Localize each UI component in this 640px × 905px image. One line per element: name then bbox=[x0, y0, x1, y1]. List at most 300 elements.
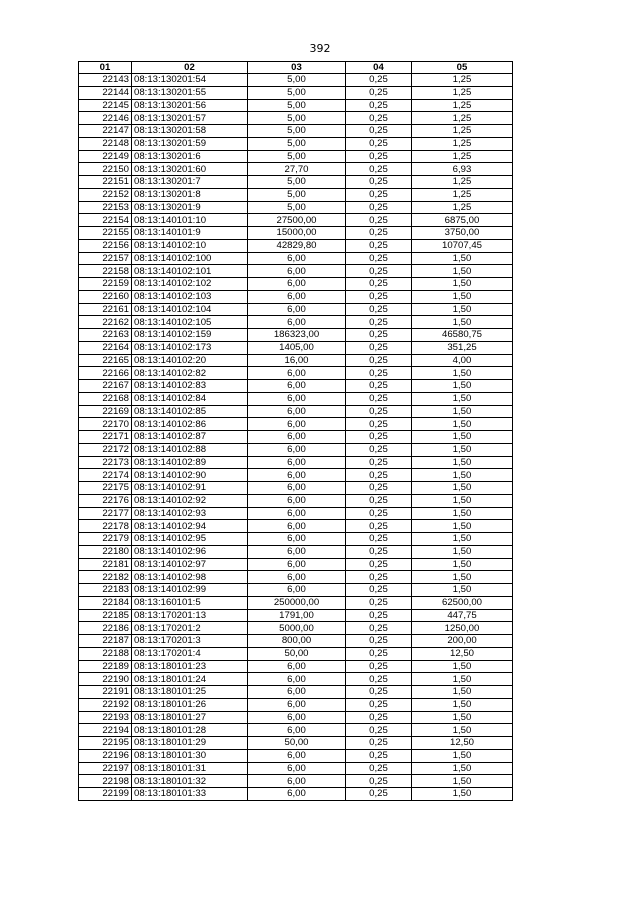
row-number-cell: 22169 bbox=[79, 405, 132, 418]
row-number-cell: 22151 bbox=[79, 176, 132, 189]
row-number-cell: 22184 bbox=[79, 596, 132, 609]
table-row bbox=[79, 418, 513, 431]
value-05-cell: 12,50 bbox=[412, 647, 513, 660]
table-row bbox=[79, 405, 513, 418]
cadastral-number-cell: 08:13:180101:33 bbox=[132, 788, 248, 801]
value-05-cell: 1,25 bbox=[412, 99, 513, 112]
value-05-cell: 1,25 bbox=[412, 188, 513, 201]
row-number-cell: 22191 bbox=[79, 686, 132, 699]
value-04-cell: 0,25 bbox=[346, 367, 412, 380]
table-row bbox=[79, 711, 513, 724]
value-04-cell: 0,25 bbox=[346, 303, 412, 316]
value-03-cell: 5,00 bbox=[248, 176, 346, 189]
row-number-cell: 22166 bbox=[79, 367, 132, 380]
cadastral-number-cell: 08:13:180101:27 bbox=[132, 711, 248, 724]
cadastral-number-cell: 08:13:140102:96 bbox=[132, 545, 248, 558]
value-05-cell: 1,50 bbox=[412, 749, 513, 762]
cadastral-number-cell: 08:13:140102:84 bbox=[132, 392, 248, 405]
value-05-cell: 1,50 bbox=[412, 507, 513, 520]
value-03-cell: 5,00 bbox=[248, 150, 346, 163]
row-number-cell: 22149 bbox=[79, 150, 132, 163]
row-number-cell: 22144 bbox=[79, 86, 132, 99]
value-04-cell: 0,25 bbox=[346, 201, 412, 214]
row-number-cell: 22195 bbox=[79, 737, 132, 750]
column-header-05: 05 bbox=[412, 62, 513, 74]
value-03-cell: 50,00 bbox=[248, 647, 346, 660]
table-row bbox=[79, 112, 513, 125]
row-number-cell: 22162 bbox=[79, 316, 132, 329]
value-04-cell: 0,25 bbox=[346, 762, 412, 775]
table-row bbox=[79, 520, 513, 533]
value-04-cell: 0,25 bbox=[346, 265, 412, 278]
cadastral-number-cell: 08:13:140102:103 bbox=[132, 290, 248, 303]
cadastral-number-cell: 08:13:180101:25 bbox=[132, 686, 248, 699]
value-04-cell: 0,25 bbox=[346, 494, 412, 507]
cadastral-number-cell: 08:13:180101:31 bbox=[132, 762, 248, 775]
value-04-cell: 0,25 bbox=[346, 329, 412, 342]
value-03-cell: 42829,80 bbox=[248, 239, 346, 252]
value-04-cell: 0,25 bbox=[346, 278, 412, 291]
value-04-cell: 0,25 bbox=[346, 635, 412, 648]
cadastral-number-cell: 08:13:180101:29 bbox=[132, 737, 248, 750]
cadastral-number-cell: 08:13:140102:83 bbox=[132, 380, 248, 393]
value-05-cell: 1250,00 bbox=[412, 622, 513, 635]
cadastral-number-cell: 08:13:130201:57 bbox=[132, 112, 248, 125]
cadastral-number-cell: 08:13:170201:3 bbox=[132, 635, 248, 648]
row-number-cell: 22154 bbox=[79, 214, 132, 227]
value-04-cell: 0,25 bbox=[346, 596, 412, 609]
value-04-cell: 0,25 bbox=[346, 724, 412, 737]
cadastral-number-cell: 08:13:140102:101 bbox=[132, 265, 248, 278]
value-03-cell: 6,00 bbox=[248, 443, 346, 456]
row-number-cell: 22160 bbox=[79, 290, 132, 303]
data-table bbox=[78, 61, 513, 801]
value-03-cell: 27500,00 bbox=[248, 214, 346, 227]
value-04-cell: 0,25 bbox=[346, 571, 412, 584]
row-number-cell: 22179 bbox=[79, 533, 132, 546]
value-05-cell: 1,50 bbox=[412, 380, 513, 393]
table-row bbox=[79, 252, 513, 265]
value-04-cell: 0,25 bbox=[346, 749, 412, 762]
value-03-cell: 6,00 bbox=[248, 482, 346, 495]
table-row bbox=[79, 329, 513, 342]
value-05-cell: 62500,00 bbox=[412, 596, 513, 609]
value-05-cell: 6,93 bbox=[412, 163, 513, 176]
row-number-cell: 22168 bbox=[79, 392, 132, 405]
cadastral-number-cell: 08:13:130201:8 bbox=[132, 188, 248, 201]
value-05-cell: 1,50 bbox=[412, 303, 513, 316]
value-05-cell: 1,50 bbox=[412, 482, 513, 495]
cadastral-number-cell: 08:13:140102:10 bbox=[132, 239, 248, 252]
value-03-cell: 6,00 bbox=[248, 686, 346, 699]
column-header-03: 03 bbox=[248, 62, 346, 74]
row-number-cell: 22152 bbox=[79, 188, 132, 201]
value-05-cell: 1,50 bbox=[412, 673, 513, 686]
value-04-cell: 0,25 bbox=[346, 354, 412, 367]
value-04-cell: 0,25 bbox=[346, 507, 412, 520]
row-number-cell: 22194 bbox=[79, 724, 132, 737]
table-row bbox=[79, 290, 513, 303]
value-04-cell: 0,25 bbox=[346, 545, 412, 558]
value-04-cell: 0,25 bbox=[346, 698, 412, 711]
value-03-cell: 5,00 bbox=[248, 137, 346, 150]
table-row bbox=[79, 214, 513, 227]
value-05-cell: 1,25 bbox=[412, 112, 513, 125]
row-number-cell: 22177 bbox=[79, 507, 132, 520]
row-number-cell: 22187 bbox=[79, 635, 132, 648]
table-row bbox=[79, 469, 513, 482]
row-number-cell: 22180 bbox=[79, 545, 132, 558]
cadastral-number-cell: 08:13:180101:28 bbox=[132, 724, 248, 737]
value-04-cell: 0,25 bbox=[346, 176, 412, 189]
value-04-cell: 0,25 bbox=[346, 163, 412, 176]
cadastral-number-cell: 08:13:140102:85 bbox=[132, 405, 248, 418]
cadastral-number-cell: 08:13:140102:99 bbox=[132, 584, 248, 597]
cadastral-number-cell: 08:13:130201:7 bbox=[132, 176, 248, 189]
value-04-cell: 0,25 bbox=[346, 558, 412, 571]
cadastral-number-cell: 08:13:140101:10 bbox=[132, 214, 248, 227]
row-number-cell: 22196 bbox=[79, 749, 132, 762]
value-05-cell: 1,50 bbox=[412, 545, 513, 558]
value-03-cell: 5,00 bbox=[248, 125, 346, 138]
row-number-cell: 22146 bbox=[79, 112, 132, 125]
value-04-cell: 0,25 bbox=[346, 392, 412, 405]
value-03-cell: 6,00 bbox=[248, 545, 346, 558]
page-number: 392 bbox=[309, 42, 331, 55]
value-05-cell: 1,50 bbox=[412, 316, 513, 329]
value-04-cell: 0,25 bbox=[346, 290, 412, 303]
cadastral-number-cell: 08:13:140102:20 bbox=[132, 354, 248, 367]
value-03-cell: 6,00 bbox=[248, 698, 346, 711]
table-row bbox=[79, 239, 513, 252]
value-05-cell: 1,50 bbox=[412, 278, 513, 291]
cadastral-number-cell: 08:13:140102:91 bbox=[132, 482, 248, 495]
table-row bbox=[79, 431, 513, 444]
table-row bbox=[79, 660, 513, 673]
value-05-cell: 1,50 bbox=[412, 252, 513, 265]
value-04-cell: 0,25 bbox=[346, 316, 412, 329]
table-row bbox=[79, 125, 513, 138]
cadastral-number-cell: 08:13:130201:56 bbox=[132, 99, 248, 112]
row-number-cell: 22197 bbox=[79, 762, 132, 775]
cadastral-number-cell: 08:13:160101:5 bbox=[132, 596, 248, 609]
value-03-cell: 5000,00 bbox=[248, 622, 346, 635]
value-03-cell: 50,00 bbox=[248, 737, 346, 750]
table-row bbox=[79, 227, 513, 240]
value-04-cell: 0,25 bbox=[346, 711, 412, 724]
table-row bbox=[79, 596, 513, 609]
cadastral-number-cell: 08:13:140102:87 bbox=[132, 431, 248, 444]
value-03-cell: 6,00 bbox=[248, 380, 346, 393]
row-number-cell: 22173 bbox=[79, 456, 132, 469]
table-row bbox=[79, 673, 513, 686]
value-05-cell: 1,25 bbox=[412, 137, 513, 150]
value-03-cell: 6,00 bbox=[248, 571, 346, 584]
value-04-cell: 0,25 bbox=[346, 137, 412, 150]
column-header-04: 04 bbox=[346, 62, 412, 74]
row-number-cell: 22183 bbox=[79, 584, 132, 597]
value-04-cell: 0,25 bbox=[346, 405, 412, 418]
value-05-cell: 1,50 bbox=[412, 520, 513, 533]
value-04-cell: 0,25 bbox=[346, 252, 412, 265]
value-05-cell: 1,50 bbox=[412, 558, 513, 571]
cadastral-number-cell: 08:13:130201:59 bbox=[132, 137, 248, 150]
table-row bbox=[79, 86, 513, 99]
value-04-cell: 0,25 bbox=[346, 788, 412, 801]
value-04-cell: 0,25 bbox=[346, 673, 412, 686]
value-03-cell: 6,00 bbox=[248, 469, 346, 482]
table-row bbox=[79, 74, 513, 87]
cadastral-number-cell: 08:13:140102:159 bbox=[132, 329, 248, 342]
value-05-cell: 1,50 bbox=[412, 290, 513, 303]
table-row bbox=[79, 647, 513, 660]
value-05-cell: 46580,75 bbox=[412, 329, 513, 342]
value-05-cell: 6875,00 bbox=[412, 214, 513, 227]
value-04-cell: 0,25 bbox=[346, 341, 412, 354]
value-05-cell: 1,50 bbox=[412, 660, 513, 673]
value-04-cell: 0,25 bbox=[346, 686, 412, 699]
value-05-cell: 1,50 bbox=[412, 392, 513, 405]
value-05-cell: 1,50 bbox=[412, 788, 513, 801]
value-03-cell: 6,00 bbox=[248, 762, 346, 775]
value-05-cell: 200,00 bbox=[412, 635, 513, 648]
value-03-cell: 6,00 bbox=[248, 303, 346, 316]
value-03-cell: 27,70 bbox=[248, 163, 346, 176]
row-number-cell: 22181 bbox=[79, 558, 132, 571]
value-04-cell: 0,25 bbox=[346, 86, 412, 99]
cadastral-number-cell: 08:13:140102:86 bbox=[132, 418, 248, 431]
value-03-cell: 5,00 bbox=[248, 112, 346, 125]
value-05-cell: 1,50 bbox=[412, 584, 513, 597]
value-03-cell: 6,00 bbox=[248, 456, 346, 469]
value-03-cell: 1791,00 bbox=[248, 609, 346, 622]
value-03-cell: 6,00 bbox=[248, 520, 346, 533]
column-header-02: 02 bbox=[132, 62, 248, 74]
value-05-cell: 1,50 bbox=[412, 686, 513, 699]
value-05-cell: 1,50 bbox=[412, 571, 513, 584]
value-05-cell: 1,50 bbox=[412, 762, 513, 775]
value-05-cell: 1,25 bbox=[412, 125, 513, 138]
value-03-cell: 6,00 bbox=[248, 660, 346, 673]
table-row bbox=[79, 341, 513, 354]
cadastral-number-cell: 08:13:180101:26 bbox=[132, 698, 248, 711]
value-05-cell: 1,50 bbox=[412, 367, 513, 380]
value-03-cell: 6,00 bbox=[248, 265, 346, 278]
table-row bbox=[79, 201, 513, 214]
value-04-cell: 0,25 bbox=[346, 188, 412, 201]
row-number-cell: 22172 bbox=[79, 443, 132, 456]
row-number-cell: 22150 bbox=[79, 163, 132, 176]
table-row bbox=[79, 584, 513, 597]
value-04-cell: 0,25 bbox=[346, 380, 412, 393]
value-04-cell: 0,25 bbox=[346, 647, 412, 660]
row-number-cell: 22155 bbox=[79, 227, 132, 240]
value-05-cell: 3750,00 bbox=[412, 227, 513, 240]
value-04-cell: 0,25 bbox=[346, 609, 412, 622]
table-row bbox=[79, 380, 513, 393]
value-04-cell: 0,25 bbox=[346, 482, 412, 495]
value-04-cell: 0,25 bbox=[346, 469, 412, 482]
row-number-cell: 22174 bbox=[79, 469, 132, 482]
row-number-cell: 22190 bbox=[79, 673, 132, 686]
value-03-cell: 15000,00 bbox=[248, 227, 346, 240]
row-number-cell: 22178 bbox=[79, 520, 132, 533]
row-number-cell: 22143 bbox=[79, 74, 132, 87]
row-number-cell: 22167 bbox=[79, 380, 132, 393]
value-04-cell: 0,25 bbox=[346, 112, 412, 125]
cadastral-number-cell: 08:13:140102:88 bbox=[132, 443, 248, 456]
value-03-cell: 800,00 bbox=[248, 635, 346, 648]
row-number-cell: 22189 bbox=[79, 660, 132, 673]
cadastral-number-cell: 08:13:140102:100 bbox=[132, 252, 248, 265]
value-04-cell: 0,25 bbox=[346, 520, 412, 533]
value-04-cell: 0,25 bbox=[346, 150, 412, 163]
value-03-cell: 6,00 bbox=[248, 494, 346, 507]
value-04-cell: 0,25 bbox=[346, 125, 412, 138]
table-body bbox=[79, 74, 513, 801]
value-03-cell: 6,00 bbox=[248, 290, 346, 303]
table-row bbox=[79, 265, 513, 278]
value-05-cell: 1,50 bbox=[412, 724, 513, 737]
value-05-cell: 1,50 bbox=[412, 443, 513, 456]
cadastral-number-cell: 08:13:180101:23 bbox=[132, 660, 248, 673]
value-03-cell: 6,00 bbox=[248, 405, 346, 418]
row-number-cell: 22188 bbox=[79, 647, 132, 660]
table-row bbox=[79, 533, 513, 546]
value-05-cell: 1,25 bbox=[412, 74, 513, 87]
row-number-cell: 22145 bbox=[79, 99, 132, 112]
value-03-cell: 6,00 bbox=[248, 252, 346, 265]
cadastral-number-cell: 08:13:130201:60 bbox=[132, 163, 248, 176]
cadastral-number-cell: 08:13:140102:92 bbox=[132, 494, 248, 507]
cadastral-number-cell: 08:13:130201:55 bbox=[132, 86, 248, 99]
row-number-cell: 22193 bbox=[79, 711, 132, 724]
row-number-cell: 22199 bbox=[79, 788, 132, 801]
value-04-cell: 0,25 bbox=[346, 775, 412, 788]
value-03-cell: 6,00 bbox=[248, 367, 346, 380]
table-row bbox=[79, 367, 513, 380]
value-03-cell: 6,00 bbox=[248, 418, 346, 431]
value-04-cell: 0,25 bbox=[346, 443, 412, 456]
table-row bbox=[79, 545, 513, 558]
table-row bbox=[79, 163, 513, 176]
row-number-cell: 22192 bbox=[79, 698, 132, 711]
value-03-cell: 6,00 bbox=[248, 392, 346, 405]
table-row bbox=[79, 507, 513, 520]
value-04-cell: 0,25 bbox=[346, 431, 412, 444]
table-row bbox=[79, 762, 513, 775]
table-row bbox=[79, 188, 513, 201]
value-05-cell: 1,25 bbox=[412, 150, 513, 163]
value-03-cell: 16,00 bbox=[248, 354, 346, 367]
table-row bbox=[79, 137, 513, 150]
value-04-cell: 0,25 bbox=[346, 214, 412, 227]
table-row bbox=[79, 635, 513, 648]
cadastral-number-cell: 08:13:130201:6 bbox=[132, 150, 248, 163]
value-05-cell: 12,50 bbox=[412, 737, 513, 750]
cadastral-number-cell: 08:13:130201:9 bbox=[132, 201, 248, 214]
value-03-cell: 6,00 bbox=[248, 749, 346, 762]
value-05-cell: 1,50 bbox=[412, 405, 513, 418]
row-number-cell: 22182 bbox=[79, 571, 132, 584]
value-05-cell: 351,25 bbox=[412, 341, 513, 354]
table-row bbox=[79, 176, 513, 189]
cadastral-number-cell: 08:13:140102:105 bbox=[132, 316, 248, 329]
row-number-cell: 22171 bbox=[79, 431, 132, 444]
table-row bbox=[79, 686, 513, 699]
cadastral-number-cell: 08:13:140102:89 bbox=[132, 456, 248, 469]
cadastral-number-cell: 08:13:140102:93 bbox=[132, 507, 248, 520]
value-03-cell: 6,00 bbox=[248, 584, 346, 597]
table-row bbox=[79, 354, 513, 367]
row-number-cell: 22198 bbox=[79, 775, 132, 788]
value-03-cell: 6,00 bbox=[248, 558, 346, 571]
value-04-cell: 0,25 bbox=[346, 418, 412, 431]
value-03-cell: 250000,00 bbox=[248, 596, 346, 609]
value-05-cell: 1,50 bbox=[412, 469, 513, 482]
table-row bbox=[79, 303, 513, 316]
cadastral-number-cell: 08:13:140102:90 bbox=[132, 469, 248, 482]
value-05-cell: 1,25 bbox=[412, 176, 513, 189]
table-row bbox=[79, 788, 513, 801]
table-row bbox=[79, 278, 513, 291]
table-row bbox=[79, 775, 513, 788]
cadastral-number-cell: 08:13:170201:13 bbox=[132, 609, 248, 622]
row-number-cell: 22164 bbox=[79, 341, 132, 354]
row-number-cell: 22175 bbox=[79, 482, 132, 495]
row-number-cell: 22185 bbox=[79, 609, 132, 622]
table-row bbox=[79, 392, 513, 405]
cadastral-number-cell: 08:13:140102:98 bbox=[132, 571, 248, 584]
table-row bbox=[79, 482, 513, 495]
table-row bbox=[79, 456, 513, 469]
table-row bbox=[79, 622, 513, 635]
row-number-cell: 22186 bbox=[79, 622, 132, 635]
cadastral-number-cell: 08:13:140102:173 bbox=[132, 341, 248, 354]
row-number-cell: 22153 bbox=[79, 201, 132, 214]
cadastral-number-cell: 08:13:170201:2 bbox=[132, 622, 248, 635]
value-04-cell: 0,25 bbox=[346, 74, 412, 87]
value-05-cell: 1,50 bbox=[412, 533, 513, 546]
table-row bbox=[79, 558, 513, 571]
value-05-cell: 447,75 bbox=[412, 609, 513, 622]
value-05-cell: 4,00 bbox=[412, 354, 513, 367]
table-row bbox=[79, 150, 513, 163]
value-03-cell: 1405,00 bbox=[248, 341, 346, 354]
value-03-cell: 6,00 bbox=[248, 775, 346, 788]
value-04-cell: 0,25 bbox=[346, 227, 412, 240]
value-04-cell: 0,25 bbox=[346, 456, 412, 469]
row-number-cell: 22159 bbox=[79, 278, 132, 291]
row-number-cell: 22147 bbox=[79, 125, 132, 138]
value-03-cell: 186323,00 bbox=[248, 329, 346, 342]
cadastral-number-cell: 08:13:180101:32 bbox=[132, 775, 248, 788]
cadastral-number-cell: 08:13:140102:94 bbox=[132, 520, 248, 533]
cadastral-number-cell: 08:13:130201:58 bbox=[132, 125, 248, 138]
table-row bbox=[79, 494, 513, 507]
value-05-cell: 10707,45 bbox=[412, 239, 513, 252]
value-05-cell: 1,50 bbox=[412, 711, 513, 724]
header-row bbox=[79, 62, 513, 74]
value-04-cell: 0,25 bbox=[346, 533, 412, 546]
value-05-cell: 1,25 bbox=[412, 86, 513, 99]
value-03-cell: 6,00 bbox=[248, 724, 346, 737]
table-row bbox=[79, 443, 513, 456]
cadastral-number-cell: 08:13:140102:102 bbox=[132, 278, 248, 291]
table-row bbox=[79, 316, 513, 329]
value-05-cell: 1,50 bbox=[412, 775, 513, 788]
value-03-cell: 5,00 bbox=[248, 188, 346, 201]
